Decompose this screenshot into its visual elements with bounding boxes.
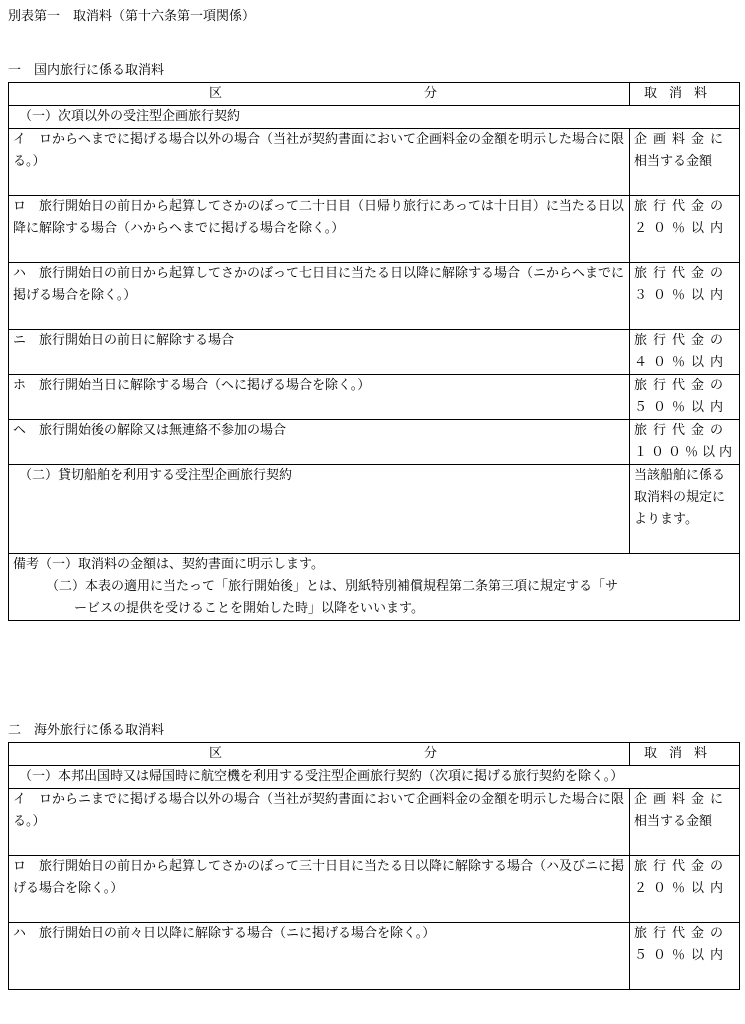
table-row	[9, 420, 740, 465]
row-text: ハ 旅行開始日の前日から起算してさかのぼって七日目に当たる日以降に解除する場合（ニからヘまでに掲げる場合を除く。）	[9, 263, 630, 330]
note-line-2: （二）本表の適用に当たって「旅行開始後」とは、別紙特別補償規程第二条第三項に規定する「サ	[46, 579, 619, 594]
row-text: ニ 旅行開始日の前日に解除する場合	[9, 330, 630, 375]
notes-cell	[9, 554, 740, 621]
table-row	[9, 196, 740, 263]
row-text: イ ロからニまでに掲げる場合以外の場合（当社が契約書面において企画料金の金額を明示した場合に限る。）	[9, 789, 630, 856]
fee-line-2: ５０％以内	[634, 948, 730, 963]
row-fee	[630, 923, 740, 990]
row-text: ロ 旅行開始日の前日から起算してさかのぼって三十日目に当たる日以降に解除する場合（ハ及びニに掲げる場合を除く。）	[9, 856, 630, 923]
table-row	[9, 129, 740, 196]
row-text: ロ 旅行開始日の前日から起算してさかのぼって二十日目（日帰り旅行にあっては十日目）に当たる日以降に解除する場合（ハからヘまでに掲げる場合を除く。）	[9, 196, 630, 263]
category-1: （一）次項以外の受注型企画旅行契約	[9, 106, 740, 129]
notes-row	[9, 554, 740, 621]
fee-line-2: ５０％以内	[634, 400, 730, 415]
table-row	[9, 789, 740, 856]
row-fee	[630, 789, 740, 856]
fee-line-2: ２０％以内	[634, 221, 730, 236]
row-fee	[630, 375, 740, 420]
fee-line-2: 相当する金額	[634, 814, 713, 829]
header-category-cell	[9, 83, 630, 106]
note-line-1: 備考（一）取消料の金額は、契約書面に明示します。	[13, 557, 324, 572]
table-row	[9, 856, 740, 923]
table-row	[9, 375, 740, 420]
domestic-section-title: 一 国内旅行に係る取消料	[8, 63, 165, 78]
fee-line-1: 企画料金に	[634, 792, 730, 807]
note-line-3: ービスの提供を受けることを開始した時」以降をいいます。	[74, 601, 424, 616]
overseas-fee-table	[8, 742, 740, 990]
row-text: ハ 旅行開始日の前々日以降に解除する場合（ニに掲げる場合を除く。）	[9, 923, 630, 990]
header-ku: 区	[209, 746, 223, 761]
row-text: イ ロからヘまでに掲げる場合以外の場合（当社が契約書面において企画料金の金額を明示した場合に限る。）	[9, 129, 630, 196]
fee-line-1: 旅行代金の	[634, 423, 730, 438]
row-text: ホ 旅行開始当日に解除する場合（ヘに掲げる場合を除く。）	[9, 375, 630, 420]
fee-line-1: 旅行代金の	[634, 266, 730, 281]
table-header-row	[9, 83, 740, 106]
table-row	[9, 330, 740, 375]
row-fee	[630, 420, 740, 465]
header-bun: 分	[424, 86, 438, 101]
category-2-fee: 当該船舶に係る取消料の規定によります。	[630, 465, 740, 554]
fee-line-2: 相当する金額	[634, 154, 713, 169]
category-row	[9, 106, 740, 129]
fee-line-1: 旅行代金の	[634, 859, 730, 874]
category-row	[9, 766, 740, 789]
table-row	[9, 923, 740, 990]
fee-line-1: 企画料金に	[634, 132, 730, 147]
fee-line-2: ２０％以内	[634, 881, 730, 896]
row-fee	[630, 196, 740, 263]
category-1: （一）本邦出国時又は帰国時に航空機を利用する受注型企画旅行契約（次項に掲げる旅行契約を除く。）	[9, 766, 740, 789]
header-fee: 取消料	[630, 83, 740, 106]
fee-line-1: 旅行代金の	[634, 199, 730, 214]
table-header-row	[9, 743, 740, 766]
row-fee	[630, 263, 740, 330]
fee-line-1: 旅行代金の	[634, 333, 730, 348]
row-text: ヘ 旅行開始後の解除又は無連絡不参加の場合	[9, 420, 630, 465]
fee-line-1: 旅行代金の	[634, 378, 730, 393]
row-fee	[630, 856, 740, 923]
fee-line-2: ４０％以内	[634, 355, 730, 370]
row-fee	[630, 129, 740, 196]
header-bun: 分	[424, 746, 438, 761]
category-row	[9, 465, 740, 554]
header-ku: 区	[209, 86, 223, 101]
header-fee: 取消料	[630, 743, 740, 766]
fee-line-2: ３０％以内	[634, 288, 730, 303]
row-fee	[630, 330, 740, 375]
header-category-cell	[9, 743, 630, 766]
fee-line-1: 旅行代金の	[634, 926, 730, 941]
table-row	[9, 263, 740, 330]
domestic-fee-table	[8, 82, 740, 621]
category-2: （二）貸切船舶を利用する受注型企画旅行契約	[9, 465, 630, 554]
fee-line-2: １００％以内	[634, 445, 737, 460]
overseas-section-title: 二 海外旅行に係る取消料	[8, 723, 165, 738]
document-title: 別表第一 取消料（第十六条第一項関係）	[8, 9, 256, 24]
